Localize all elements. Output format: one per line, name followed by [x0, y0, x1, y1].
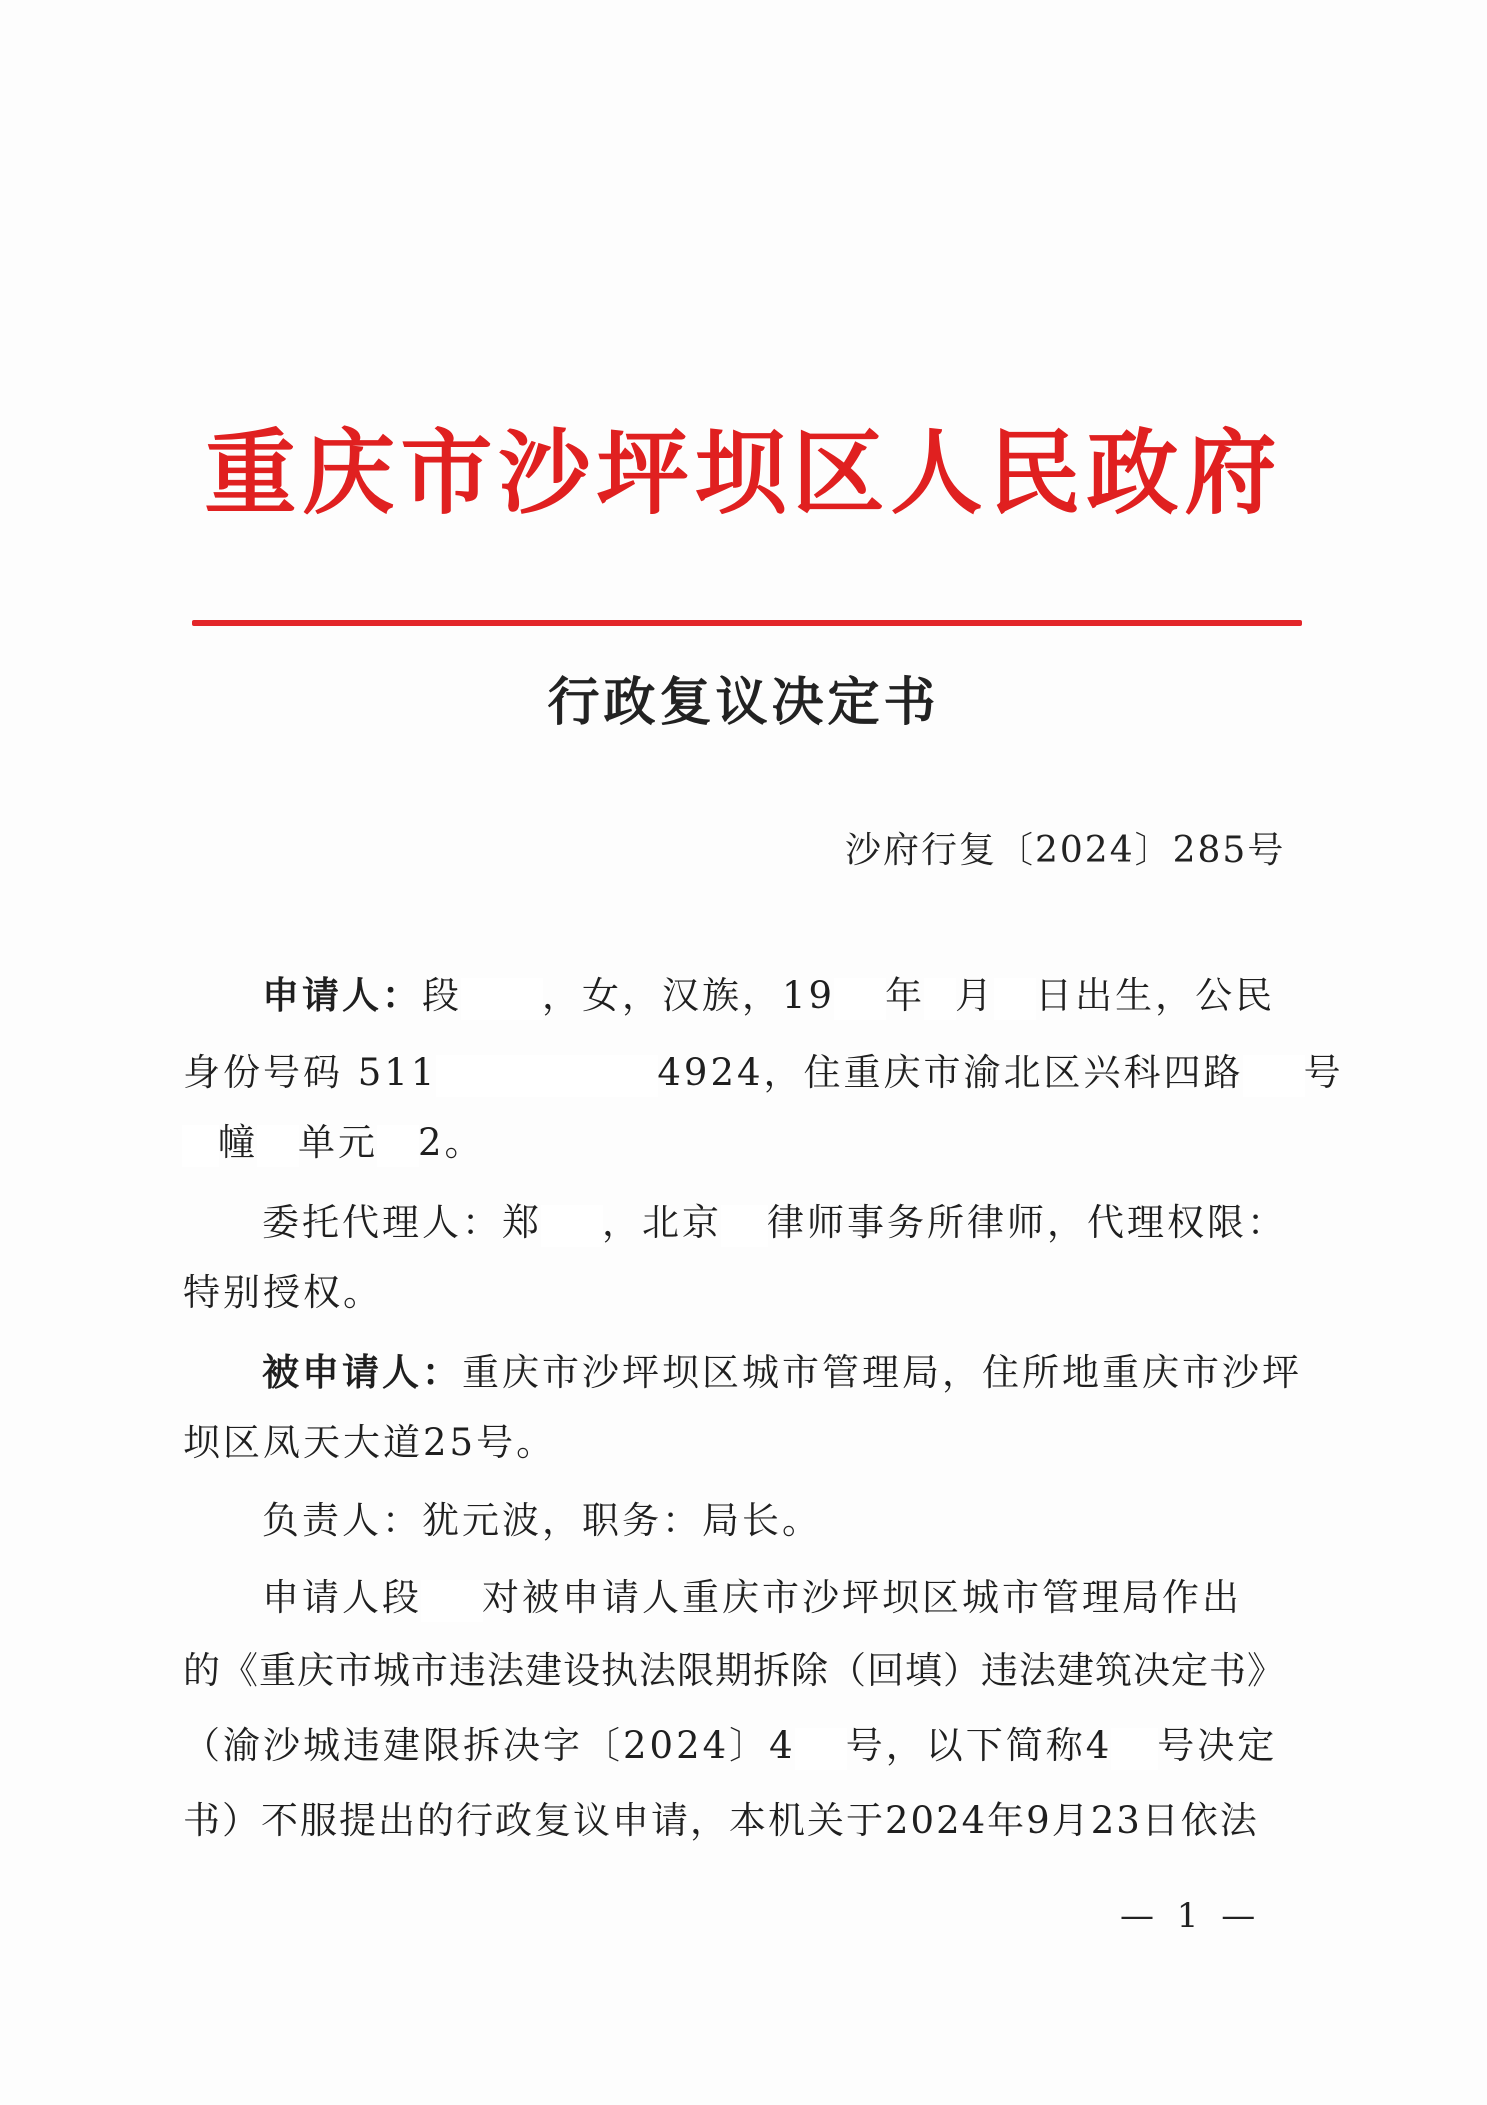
redaction-block [796, 1729, 846, 1769]
document-title: 行政复议决定书 [547, 672, 940, 733]
document-number: 沙府行复〔2024〕285号 [845, 830, 1286, 871]
paragraph-line-2: 的《重庆市城市违法建设执法限期拆除（回填）违法建筑决定书》 [183, 1649, 1285, 1692]
responsible-person-line: 负责人：犹元波，职务：局长。 [262, 1499, 822, 1542]
redaction-block [1112, 1729, 1157, 1769]
redaction-block [995, 979, 1035, 1019]
redaction-block [925, 979, 955, 1019]
paragraph-line-1: 申请人段 对被申请人重庆市沙坪坝区城市管理局作出 [262, 1576, 1242, 1619]
redaction-block [835, 979, 885, 1019]
respondent-line-2: 坝区凤天大道25号。 [183, 1421, 557, 1464]
redaction-block [258, 1126, 298, 1166]
redaction-block [422, 1581, 482, 1621]
issuing-authority-header: 重庆市沙坪坝区人民政府 [204, 419, 1283, 527]
applicant-line-3: 幢 单元 2。 [183, 1112, 485, 1166]
red-separator-line [192, 620, 1302, 626]
agent-line-2: 特别授权。 [183, 1271, 383, 1314]
redaction-block [462, 979, 542, 1019]
redaction-block [183, 1126, 218, 1166]
redaction-block [1244, 1056, 1304, 1096]
agent-line-1: 委托代理人：郑 ，北京 律师事务所律师，代理权限： [262, 1201, 1287, 1244]
applicant-line-2: 身份号码 511 4924，住重庆市渝北区兴科四路 号 [183, 1051, 1344, 1094]
respondent-label: 被申请人： [262, 1350, 462, 1394]
paragraph-line-3: （渝沙城违建限拆决字〔2024〕4 号，以下简称4 号决定 [183, 1724, 1278, 1767]
applicant-label: 申请人： [262, 973, 422, 1017]
respondent-line-1: 被申请人：重庆市沙坪坝区城市管理局，住所地重庆市沙坪 [262, 1350, 1302, 1394]
applicant-line-1: 申请人：段 ，女，汉族，19 年 月 日出生，公民 [262, 973, 1276, 1017]
redaction-block [722, 1206, 767, 1246]
redaction-block [542, 1206, 602, 1246]
redaction-block [437, 1056, 657, 1096]
page-number: — 1 — [1120, 1896, 1262, 1936]
paragraph-line-4: 书）不服提出的行政复议申请，本机关于2024年9月23日依法 [183, 1799, 1259, 1842]
redaction-block [378, 1126, 418, 1166]
